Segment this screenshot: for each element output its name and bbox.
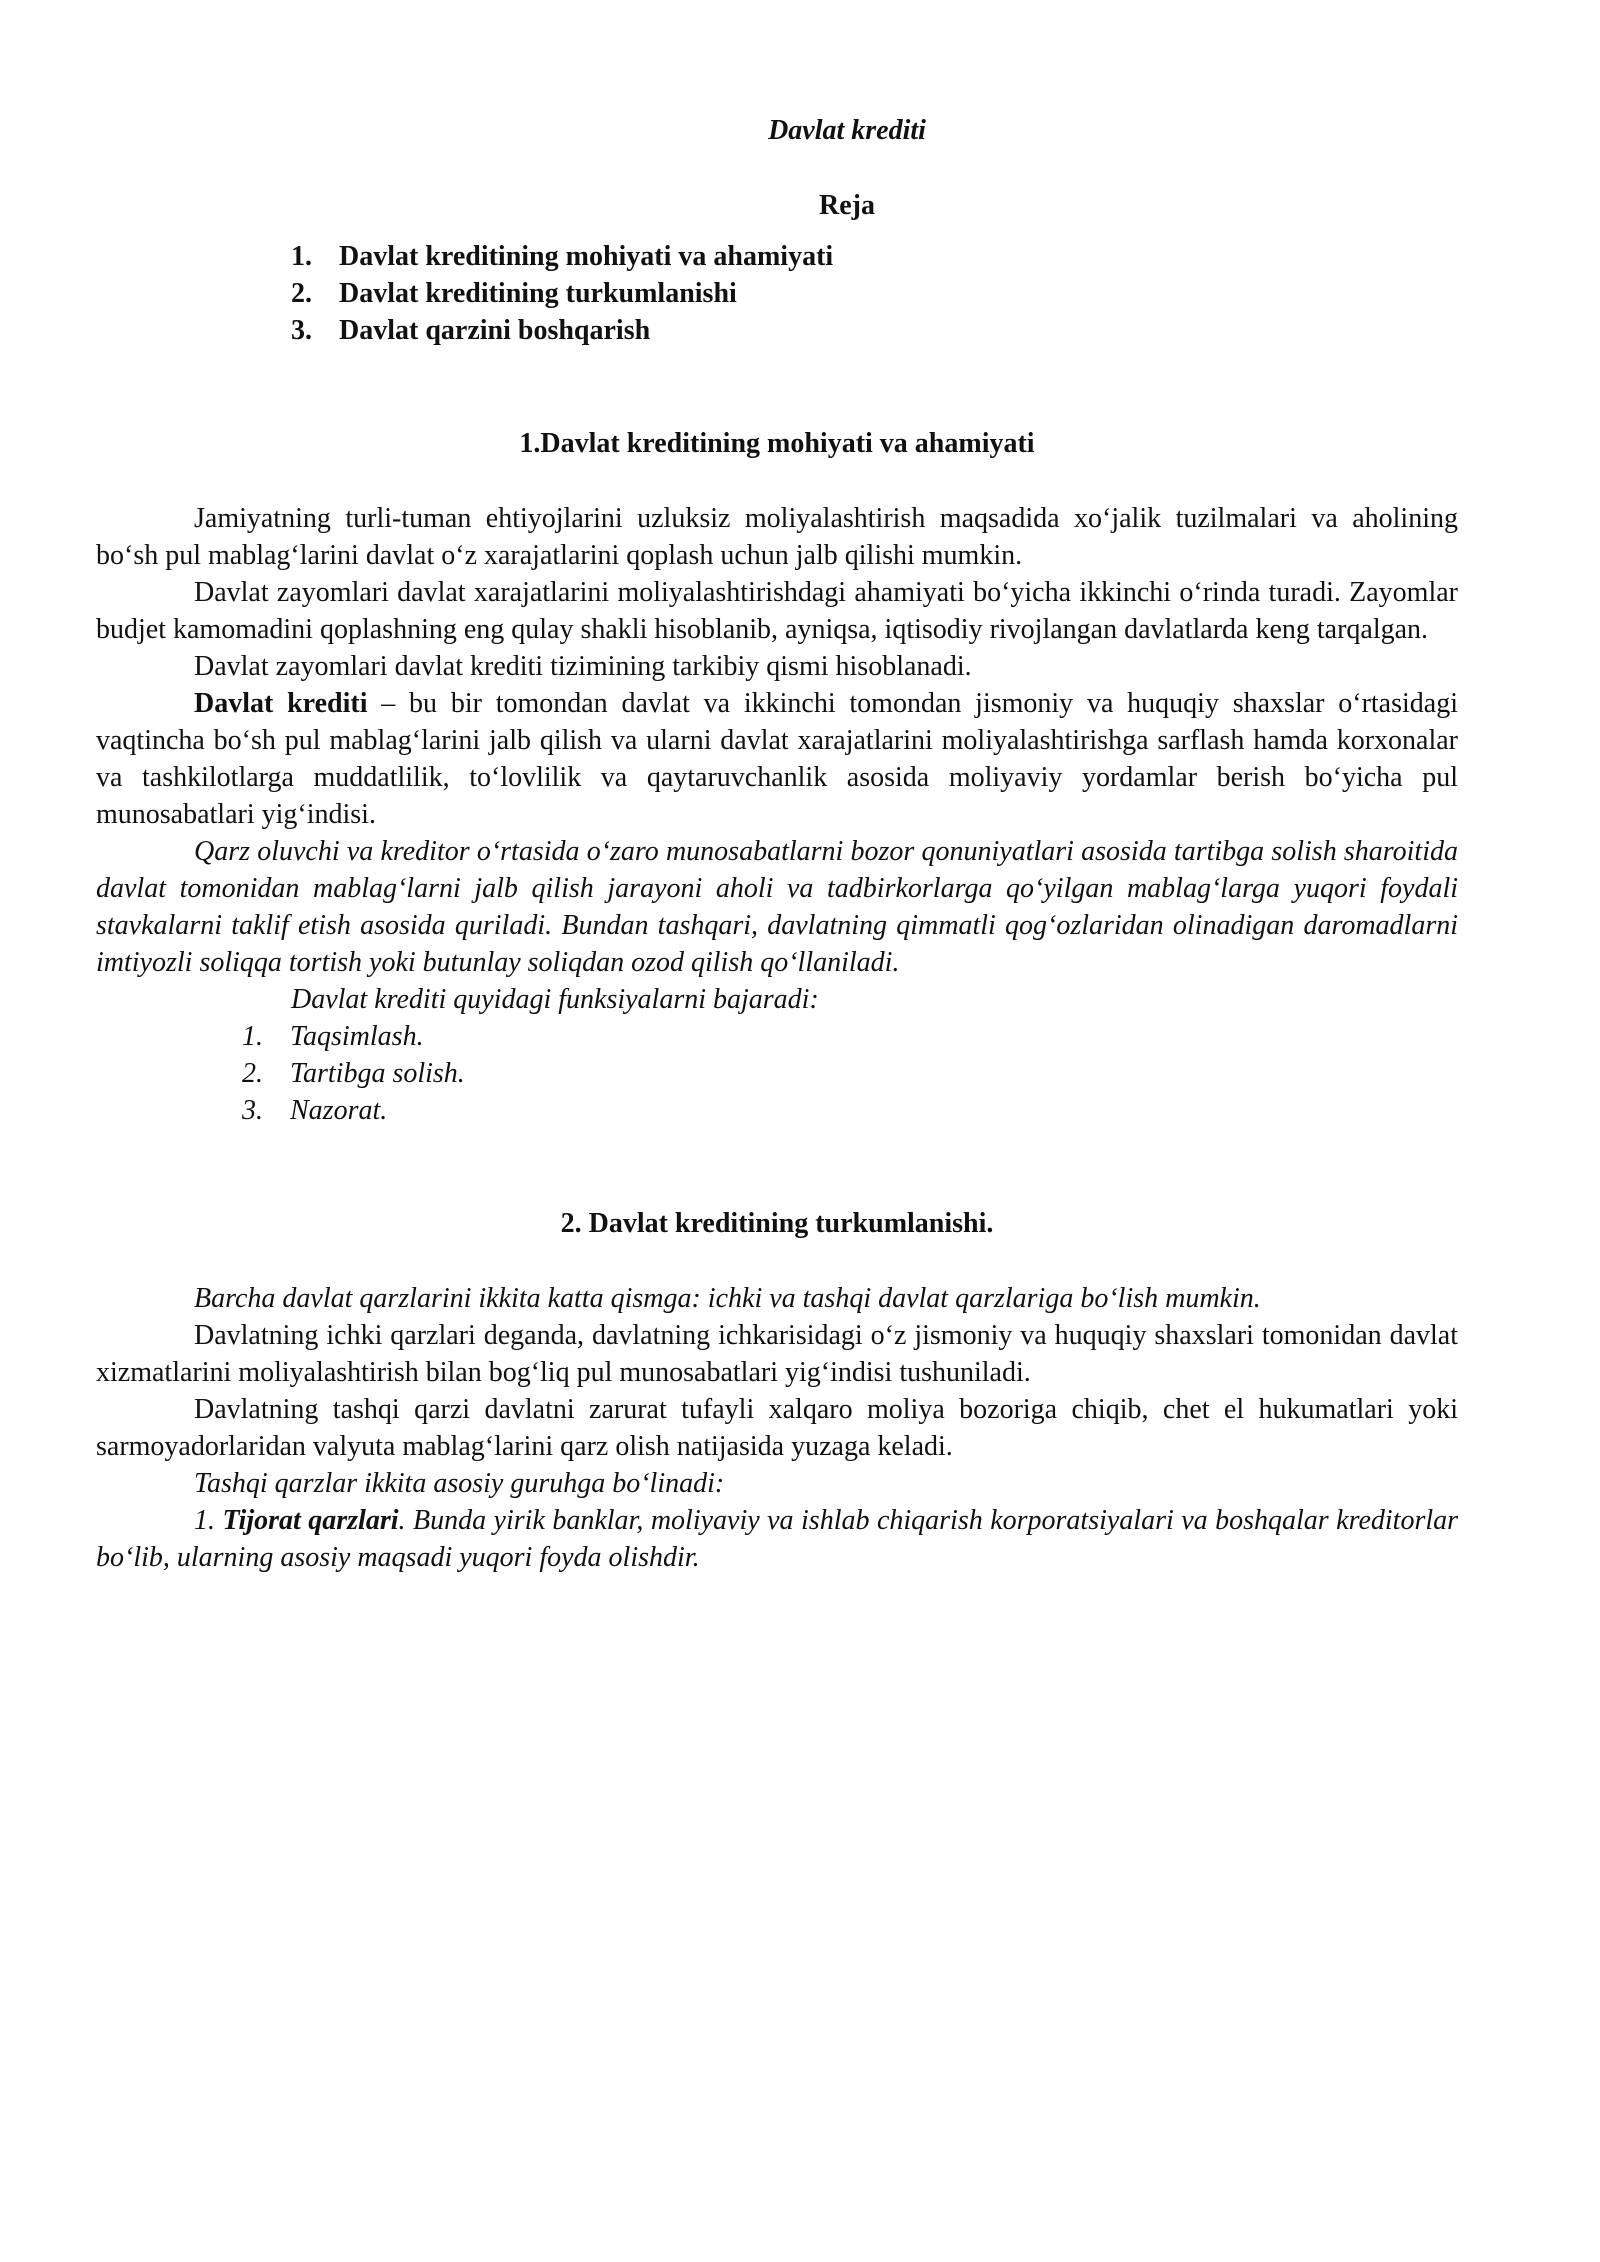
plan-item-text: Davlat kreditining mohiyati va ahamiyati (339, 241, 834, 272)
document-title: Davlat krediti (768, 115, 926, 146)
commercial-loans-text: . Bunda yirik banklar, moliyaviy va ishlab chiqarish korporatsiyalari va boshqalar kreditorlar bo‘lib, ularning asosiy maqsadi yuqori foyda olishdir. (96, 1505, 1459, 1573)
section-2-paragraph: Davlatning tashqi qarzi davlatni zarurat tufayli xalqaro moliya bozoriga chiqib, chet el hukumatlari yoki sarmoyadorlaridan valyuta mablag‘larini qarz olish natijasida yuzaga keladi. (96, 1394, 1458, 1462)
section-2-paragraph: Davlatning ichki qarzlari deganda, davlatning ichkarisidagi o‘z jismoniy va huquqiy shaxslari tomonidan davlat xizmatlarini moliyalashtirish bilan bog‘liq pul munosabatlari yig‘indisi tushuniladi. (96, 1320, 1458, 1388)
section-2-italic-paragraph: Barcha davlat qarzlarini ikkita katta qismga: ichki va tashqi davlat qarzlariga bo‘lish mumkin. (194, 1283, 1261, 1314)
commercial-loans-paragraph (96, 1502, 1458, 1576)
function-item-number: 2. (242, 1058, 263, 1089)
section-1-paragraph: Davlat zayomlari davlat xarajatlarini moliyalashtirishdagi ahamiyati bo‘yicha ikkinchi o‘rinda turadi. Zayomlar budjet kamomadini qoplashning eng qulay shakli hisoblanib, ayniqsa, iqtisodiy rivojlangan davlatlarda keng tarqalgan. (96, 577, 1458, 645)
plan-item (291, 312, 1458, 349)
section-2-italic-paragraph: Tashqi qarzlar ikkita asosiy guruhga bo‘linadi: (194, 1468, 725, 1499)
plan-item (291, 238, 1458, 275)
function-item (242, 1055, 1458, 1092)
plan-list (96, 238, 1458, 349)
functions-list (96, 1018, 1458, 1129)
plan-item-text: Davlat kreditining turkumlanishi (339, 278, 737, 309)
function-item (242, 1018, 1458, 1055)
document-body (96, 112, 1458, 1576)
plan-item (291, 275, 1458, 312)
definition-paragraph (96, 685, 1458, 833)
section-1-paragraph: Jamiyatning turli-tuman ehtiyojlarini uzluksiz moliyalashtirish maqsadida xo‘jalik tuzilmalari va aholining bo‘sh pul mablag‘larini davlat o‘z xarajatlarini qoplash uchun jalb qilishi mumkin. (96, 503, 1458, 571)
section-1-heading: 1.Davlat kreditining mohiyati va ahamiyati (519, 428, 1035, 459)
section-1-paragraph: Davlat zayomlari davlat krediti tizimining tarkibiy qismi hisoblanadi. (194, 651, 972, 682)
plan-item-number: 1. (291, 241, 312, 272)
function-item (242, 1092, 1458, 1129)
definition-text: – bu bir tomondan davlat va ikkinchi tomondan jismoniy va huquqiy shaxslar o‘rtasidagi vaqtincha bo‘sh pul mablag‘larini jalb qilish va ularni davlat xarajatlarini moliyalashtirishga sarflash hamda korxonalar va tashkilotlarga muddatlilik, to‘lovlilik va qaytaruvchanlik asosida moliyaviy yordamlar berish bo‘yicha pul munosabatlari yig‘indisi. (96, 688, 1458, 830)
plan-item-number: 3. (291, 315, 312, 346)
functions-intro: Davlat krediti quyidagi funksiyalarni bajaradi: (291, 984, 819, 1015)
section-1-italic-paragraph: Qarz oluvchi va kreditor o‘rtasida o‘zaro munosabatlarni bozor qonuniyatlari asosida tartibga solish sharoitida davlat tomonidan mablag‘larni jalb qilish jarayoni aholi va tadbirkorlarga qo‘yilgan mablag‘larga yuqori foydali stavkalarni taklif etish asosida quriladi. Bundan tashqari, davlatning qimmatli qog‘ozlaridan olinadigan daromadlarni imtiyozli soliqqa tortish yoki butunlay soliqdan ozod qilish qo‘llaniladi. (96, 836, 1458, 978)
plan-item-number: 2. (291, 278, 312, 309)
function-item-text: Nazorat. (290, 1095, 388, 1126)
definition-term: Davlat krediti (194, 688, 368, 719)
commercial-loans-term: Tijorat qarzlari (222, 1505, 399, 1536)
section-2-heading: 2. Davlat kreditining turkumlanishi. (560, 1208, 994, 1239)
commercial-loans-number: 1. (194, 1505, 223, 1536)
function-item-number: 1. (242, 1021, 263, 1052)
function-item-text: Tartibga solish. (290, 1058, 465, 1089)
function-item-text: Taqsimlash. (290, 1021, 424, 1052)
function-item-number: 3. (242, 1095, 263, 1126)
plan-title: Reja (819, 190, 875, 221)
plan-item-text: Davlat qarzini boshqarish (339, 315, 651, 346)
